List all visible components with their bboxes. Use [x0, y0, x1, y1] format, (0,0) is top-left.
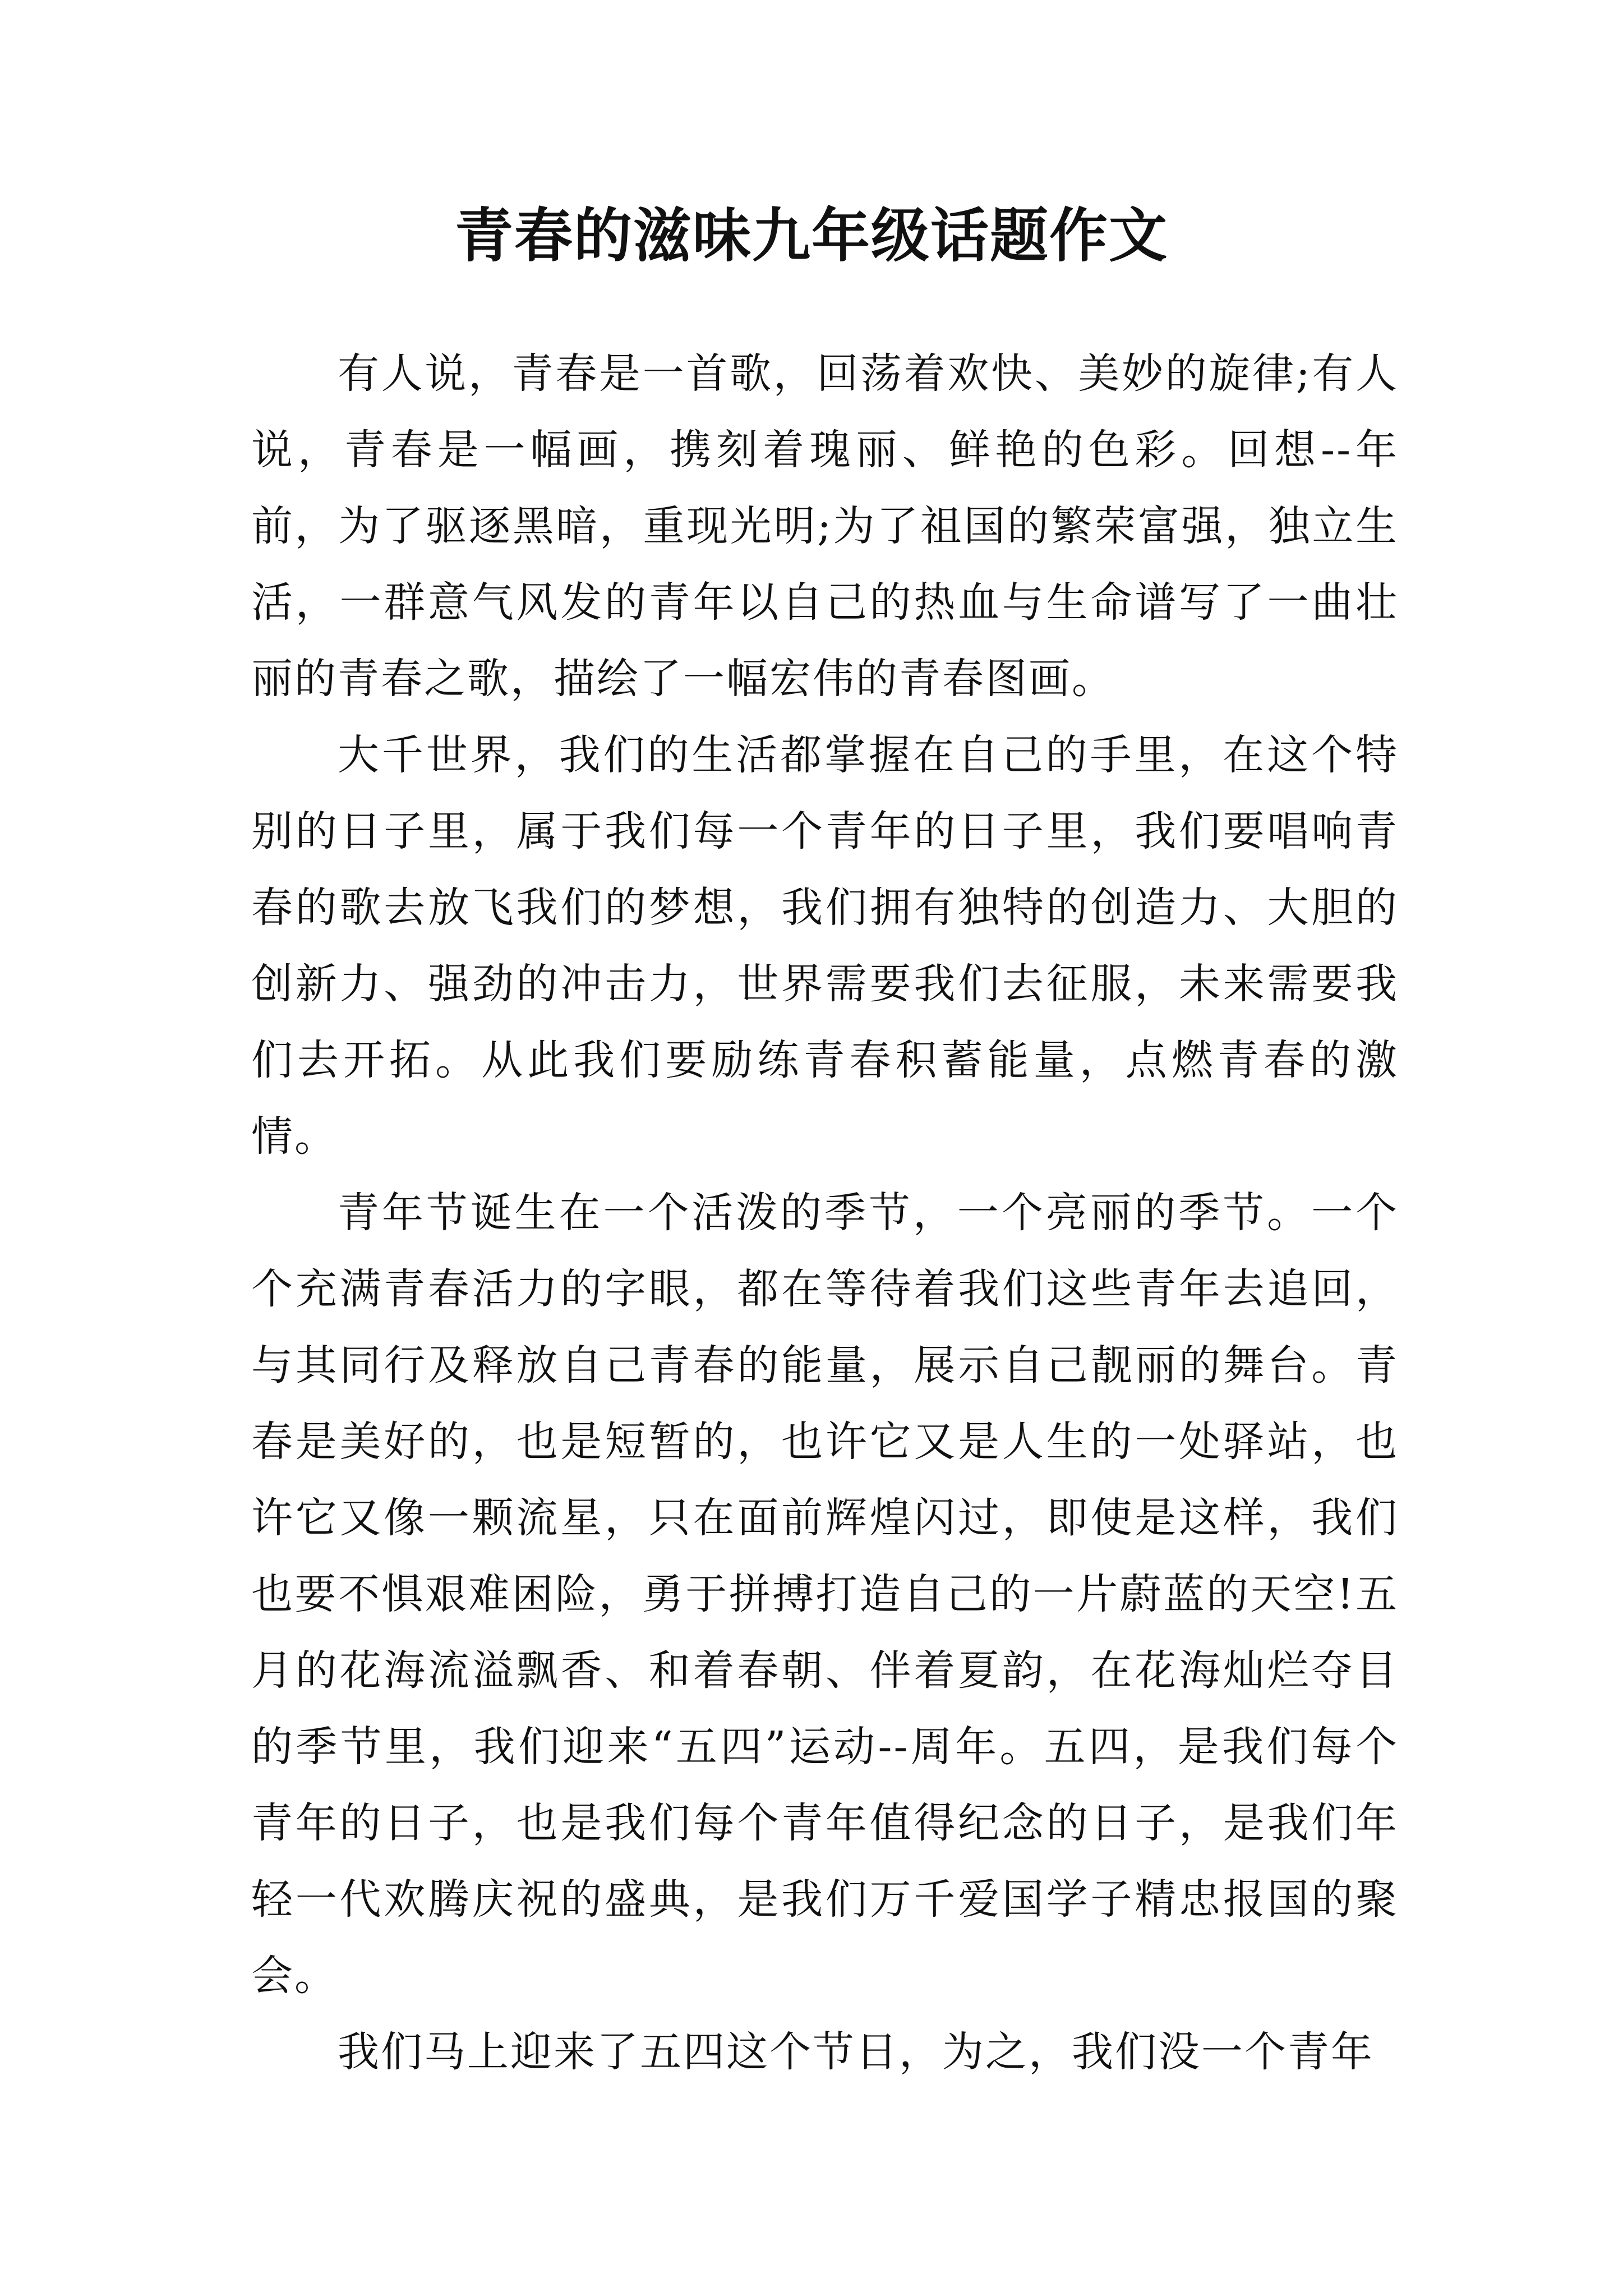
document-body — [251, 335, 1399, 2090]
paragraph-1: 有人说，青春是一首歌，回荡着欢快、美妙的旋律;有人说，青春是一幅画，携刻着瑰丽、鲜艳的色彩。回想--年前，为了驱逐黑暗，重现光明;为了祖国的繁荣富强，独立生活，一群意气风发的青年以自己的热血与生命谱写了一曲壮丽的青春之歌，描绘了一幅宏伟的青春图画。 — [251, 349, 1399, 703]
paragraph-2: 大千世界，我们的生活都掌握在自己的手里，在这个特别的日子里，属于我们每一个青年的日子里，我们要唱响青春的歌去放飞我们的梦想，我们拥有独特的创造力、大胆的创新力、强劲的冲击力，世界需要我们去征服，未来需要我们去开拓。从此我们要励练青春积蓄能量，点燃青春的激情。 — [251, 731, 1399, 1161]
paragraph-4: 我们马上迎来了五四这个节日，为之，我们没一个青年 — [338, 2028, 1374, 2076]
document-title: 青春的滋味九年级话题作文 — [454, 201, 1168, 270]
paragraph-3: 青年节诞生在一个活泼的季节，一个亮丽的季节。一个个充满青春活力的字眼，都在等待着我们这些青年去追回，与其同行及释放自己青春的能量，展示自己靓丽的舞台。青春是美好的，也是短暂的，也许它又是人生的一处驿站，也许它又像一颗流星，只在面前辉煌闪过，即使是这样，我们也要不惧艰难困险，勇于拼搏打造自己的一片蔚蓝的天空!五月的花海流溢飘香、和着春朝、伴着夏韵，在花海灿烂夺目的季节里，我们迎来“五四”运动--周年。五四，是我们每个青年的日子，也是我们每个青年值得纪念的日子，是我们年轻一代欢腾庆祝的盛典，是我们万千爱国学子精忠报国的聚会。 — [251, 1189, 1399, 2000]
